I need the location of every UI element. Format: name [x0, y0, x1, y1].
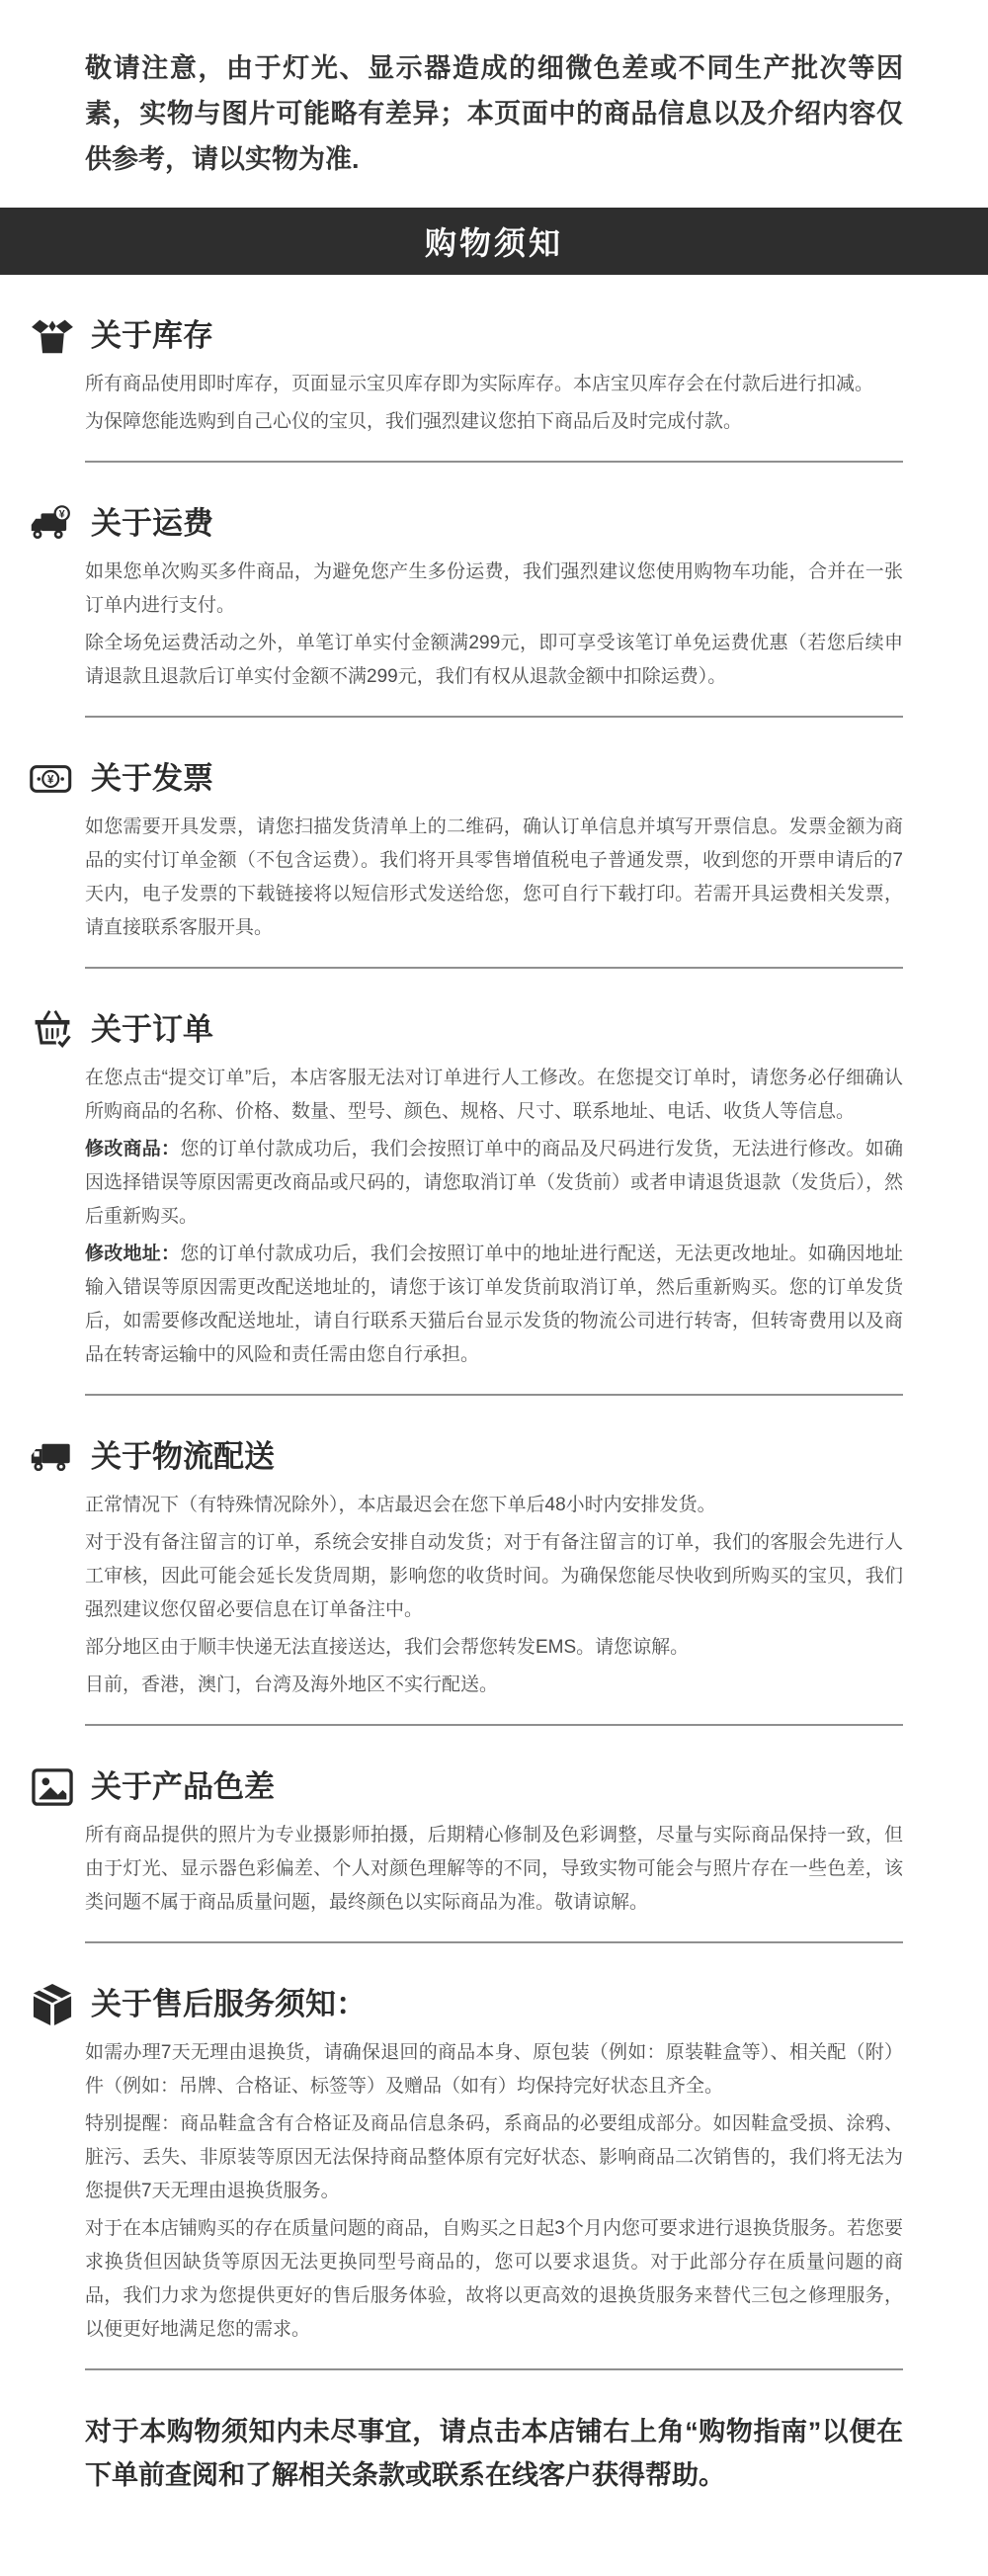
section-paragraph: 在您点击“提交订单”后，本店客服无法对订单进行人工修改。在您提交订单时，请您务必仔细确认所购商品的名称、价格、数量、型号、颜色、规格、尺寸、联系地址、电话、收货人等信息。: [85, 1068, 903, 1122]
section-title: 关于物流配送: [91, 1439, 275, 1474]
freight-truck-icon: [30, 502, 75, 546]
footer-guide-note: 对于本购物须知内未尽事宜，请点击本店铺右上角“购物指南”以便在下单前查阅和了解相关条款或联系在线客户获得帮助。: [85, 2417, 903, 2490]
section-body: [85, 2036, 903, 2347]
paragraph-lead: 修改地址：: [85, 1244, 181, 1264]
package-cube-icon: [30, 1983, 75, 2026]
section-divider: [85, 1394, 903, 1396]
notice-section: [85, 1435, 903, 1726]
section-title: 关于售后服务须知：: [91, 1987, 367, 2021]
section-paragraph: 所有商品使用即时库存，页面显示宝贝库存即为实际库存。本店宝贝库存会在付款后进行扣减。: [85, 374, 874, 394]
paragraph-lead: 修改商品：: [85, 1139, 181, 1159]
section-title: 关于运费: [91, 506, 213, 541]
notice-banner: [0, 208, 988, 275]
banner-title: 购物须知: [424, 225, 563, 261]
section-title: 关于库存: [91, 318, 213, 353]
section-heading: [30, 1983, 903, 2026]
section-heading: [30, 502, 903, 546]
notice-section: [85, 314, 903, 463]
delivery-truck-icon: [30, 1435, 75, 1479]
photo-icon: [30, 1765, 75, 1809]
section-body: [85, 1489, 903, 1702]
svg-text:¥: ¥: [47, 774, 54, 787]
section-heading: [30, 757, 903, 801]
section-divider: [85, 2368, 903, 2370]
section-heading: [30, 314, 903, 358]
section-heading: [30, 1765, 903, 1809]
section-body: [85, 1062, 903, 1372]
section-paragraph: 除全场免运费活动之外，单笔订单实付金额满299元，即可享受该笔订单免运费优惠（若您后续申请退款且退款后订单实付金额不满299元，我们有权从退款金额中扣除运费）。: [85, 633, 903, 687]
section-title: 关于产品色差: [91, 1769, 275, 1804]
section-heading: [30, 1008, 903, 1052]
section-paragraph: 如您需要开具发票，请您扫描发货清单上的二维码，确认订单信息并填写开票信息。发票金额为商品的实付订单金额（不包含运费）。我们将开具零售增值税电子普通发票，收到您的开票申请后的7天内，电子发票的下载链接将以短信形式发送给您，您可自行下载打印。若需开具运费相关发票，请直接联系客服开具。: [85, 816, 903, 938]
notice-section: [58, 502, 903, 718]
section-heading: [30, 1435, 903, 1479]
color-disclaimer-text: 敬请注意，由于灯光、显示器造成的细微色差或不同生产批次等因素，实物与图片可能略有差异；本页面中的商品信息以及介绍内容仅供参考，请以实物为准.: [85, 53, 903, 174]
section-paragraph: 部分地区由于顺丰快递无法直接送达，我们会帮您转发EMS。请您谅解。: [85, 1637, 690, 1658]
banknote-icon: [30, 757, 75, 801]
shopping-notice-page: [0, 45, 988, 2576]
section-paragraph: 目前，香港，澳门，台湾及海外地区不实行配送。: [85, 1674, 499, 1695]
section-divider: [85, 967, 903, 969]
section-paragraph: 特别提醒：商品鞋盒含有合格证及商品信息条码，系商品的必要组成部分。如因鞋盒受损、涂鸦、脏污、丢失、非原装等原因无法保持商品整体原有完好状态、影响商品二次销售的，我们将无法为您提供7天无理由退换货服务。: [85, 2113, 903, 2201]
section-body: [85, 556, 903, 694]
notice-section: [47, 757, 903, 969]
section-paragraph: 修改商品：您的订单付款成功后，我们会按照订单中的商品及尺码进行发货，无法进行修改。如确因选择错误等原因需更改商品或尺码的，请您取消订单（发货前）或者申请退货退款（发货后），然后重新购买。: [85, 1139, 903, 1227]
section-paragraph: 如果您单次购买多件商品，为避免您产生多份运费，我们强烈建议您使用购物车功能，合并在一张订单内进行支付。: [85, 561, 903, 616]
section-paragraph: 正常情况下（有特殊情况除外），本店最迟会在您下单后48小时内安排发货。: [85, 1495, 716, 1515]
section-paragraph: 修改地址：您的订单付款成功后，我们会按照订单中的地址进行配送，无法更改地址。如确因地址输入错误等原因需更改配送地址的，请您于该订单发货前取消订单，然后重新购买。您的订单发货后，如需要修改配送地址，请自行联系天猫后台显示发货的物流公司进行转寄，但转寄费用以及商品在转寄运输中的风险和责任需由您自行承担。: [85, 1244, 903, 1365]
section-body: [85, 368, 903, 439]
section-paragraph: 所有商品提供的照片为专业摄影师拍摄，后期精心修制及色彩调整，尽量与实际商品保持一致，但由于灯光、显示器色彩偏差、个人对颜色理解等的不同，导致实物可能会与照片存在一些色差，该类问题不属于商品质量问题，最终颜色以实际商品为准。敬请谅解。: [85, 1825, 903, 1913]
section-divider: [85, 1724, 903, 1726]
notice-sections: [0, 314, 988, 2370]
section-paragraph: 如需办理7天无理由退换货，请确保退回的商品本身、原包装（例如：原装鞋盒等）、相关配（附）件（例如：吊牌、合格证、标签等）及赠品（如有）均保持完好状态且齐全。: [85, 2042, 903, 2097]
svg-text:¥: ¥: [58, 508, 65, 521]
section-paragraph: 为保障您能选购到自己心仪的宝贝，我们强烈建议您拍下商品后及时完成付款。: [85, 411, 743, 432]
section-divider: [85, 716, 903, 718]
section-title: 关于订单: [91, 1012, 213, 1047]
notice-section: [85, 1765, 903, 1943]
section-paragraph: 对于在本店铺购买的存在质量问题的商品，自购买之日起3个月内您可要求进行退换货服务。若您要求换货但因缺货等原因无法更换同型号商品的，您可以要求退货。对于此部分存在质量问题的商品，我们力求为您提供更好的售后服务体验，故将以更高效的退换货服务来替代三包之修理服务，以便更好地满足您的需求。: [85, 2218, 903, 2340]
section-body: [85, 811, 903, 945]
notice-section: [85, 1983, 903, 2370]
section-divider: [85, 461, 903, 463]
notice-section: [85, 1008, 903, 1396]
section-title: 关于发票: [91, 761, 213, 796]
open-box-icon: [30, 314, 75, 358]
shopping-basket-icon: [30, 1008, 75, 1052]
section-body: [85, 1819, 903, 1920]
section-paragraph: 对于没有备注留言的订单，系统会安排自动发货；对于有备注留言的订单，我们的客服会先进行人工审核，因此可能会延长发货周期，影响您的收货时间。为确保您能尽快收到所购买的宝贝，我们强烈建议您仅留必要信息在订单备注中。: [85, 1532, 903, 1620]
section-divider: [85, 1941, 903, 1943]
